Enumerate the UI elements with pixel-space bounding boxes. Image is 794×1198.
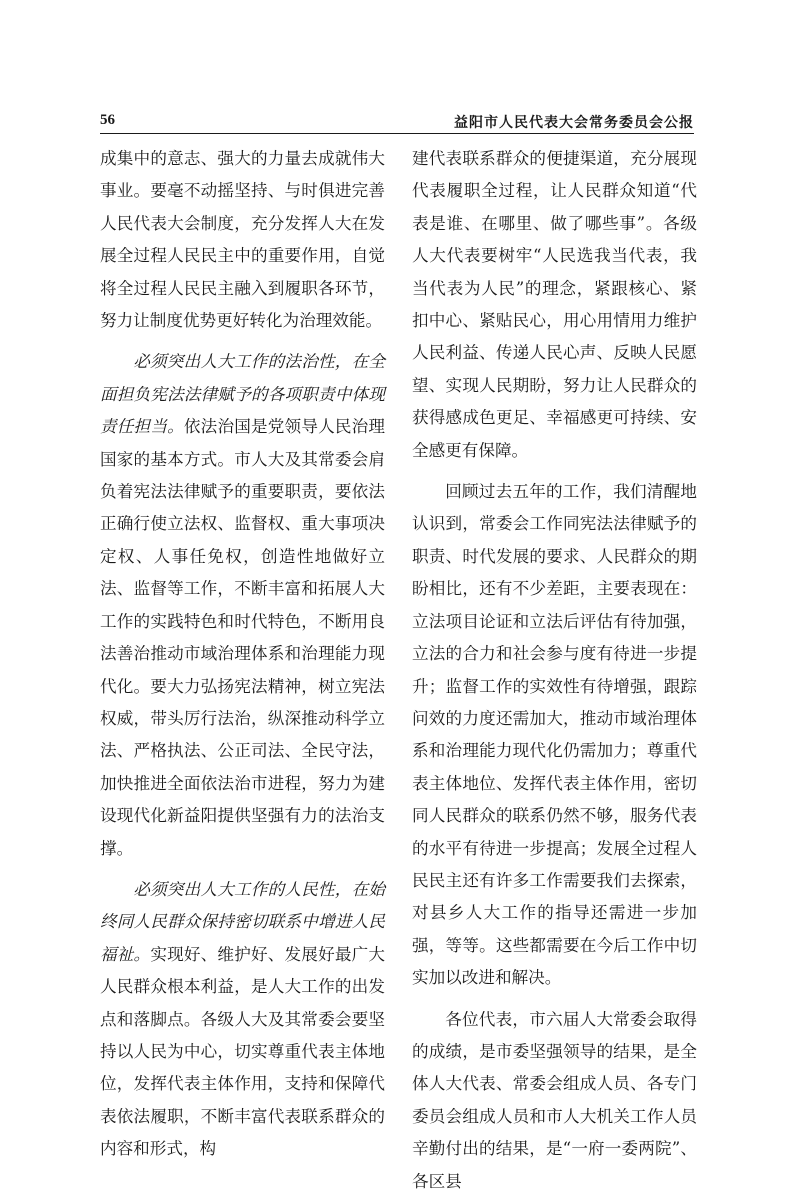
paragraph <box>100 874 385 1166</box>
paragraph-text: 成集中的意志、强大的力量去成就伟大事业。要毫不动摇坚持、与时俱进完善人民代表大会制度，充分发挥人大在发展全过程人民民主中的重要作用，自觉将全过程人民民主融入到履职各环节，努力让制度优势更好转化为治理效能。 <box>100 149 385 331</box>
paragraph <box>100 346 385 865</box>
paragraph <box>412 143 697 467</box>
page-number: 56 <box>100 112 115 128</box>
paragraph-text: 实现好、维护好、发展好最广大人民群众根本利益，是人大工作的出发点和落脚点。各级人大及其常委会要坚持以人民为中心，切实尊重代表主体地位，发挥代表主体作用，支持和保障代表依法履职，不断丰富代表联系群众的内容和形式，构 <box>100 944 386 1159</box>
publication-title: 益阳市人民代表大会常务委员会公报 <box>454 115 694 131</box>
paragraph-text: 建代表联系群众的便捷渠道，充分展现代表履职全过程，让人民群众知道“代表是谁、在哪里、做了哪些事”。各级人大代表要树牢“人民选我当代表，我当代表为人民”的理念，紧跟核心、紧扣中心、紧贴民心，用心用情用力维护人民利益、传递人民心声、反映人民愿望、实现人民期盼，努力让人民群众的获得感成色更足、幸福感更可持续、安全感更有保障。 <box>412 149 697 460</box>
paragraph <box>412 476 697 995</box>
paragraph-lead: 必须突出人大工作的法治性，在全面担负宪法法律赋予的各项职责中体现责任担当。 <box>100 352 385 437</box>
paragraph-text: 各位代表，市六届人大常委会取得的成绩，是市委坚强领导的结果，是全体人大代表、常委会组成人员、各专门委员会组成人员和市人大机关工作人员辛勤付出的结果，是“一府一委两院”、各区县 <box>412 1009 697 1191</box>
paragraph <box>412 1004 697 1198</box>
paragraph-lead: 必须突出人大工作的人民性，在始终同人民群众保持密切联系中增进人民福祉。 <box>100 879 385 964</box>
header-rule <box>100 133 694 134</box>
left-column <box>100 143 386 1159</box>
right-column <box>412 143 697 1191</box>
paragraph-text: 回顾过去五年的工作，我们清醒地认识到，常委会工作同宪法法律赋予的职责、时代发展的要求、人民群众的期盼相比，还有不少差距，主要表现在：立法项目论证和立法后评估有待加强，立法的合力和社会参与度有待进一步提升；监督工作的实效性有待增强，跟踪问效的力度还需加大，推动市域治理体系和治理能力现代化仍需加力；尊重代表主体地位、发挥代表主体作用，密切同人民群众的联系仍然不够，服务代表的水平有待进一步提高；发展全过程人民民主还有许多工作需要我们去探索，对县乡人大工作的指导还需进一步加强，等等。这些都需要在今后工作中切实加以改进和解决。 <box>412 482 697 988</box>
paragraph <box>100 143 385 337</box>
paragraph-text: 依法治国是党领导人民治理国家的基本方式。市人大及其常委会肩负着宪法法律赋予的重要职责，要依法正确行使立法权、监督权、重大事项决定权、人事任免权，创造性地做好立法、监督等工作，不断丰富和拓展人大工作的实践特色和时代特色，不断用良法善治推动市域治理体系和治理能力现代化。要大力弘扬宪法精神，树立宪法权威，带头厉行法治，纵深推动科学立法、严格执法、公正司法、全民守法，加快推进全面依法治市进程，努力为建设现代化新益阳提供坚强有力的法治支撑。 <box>100 417 386 858</box>
